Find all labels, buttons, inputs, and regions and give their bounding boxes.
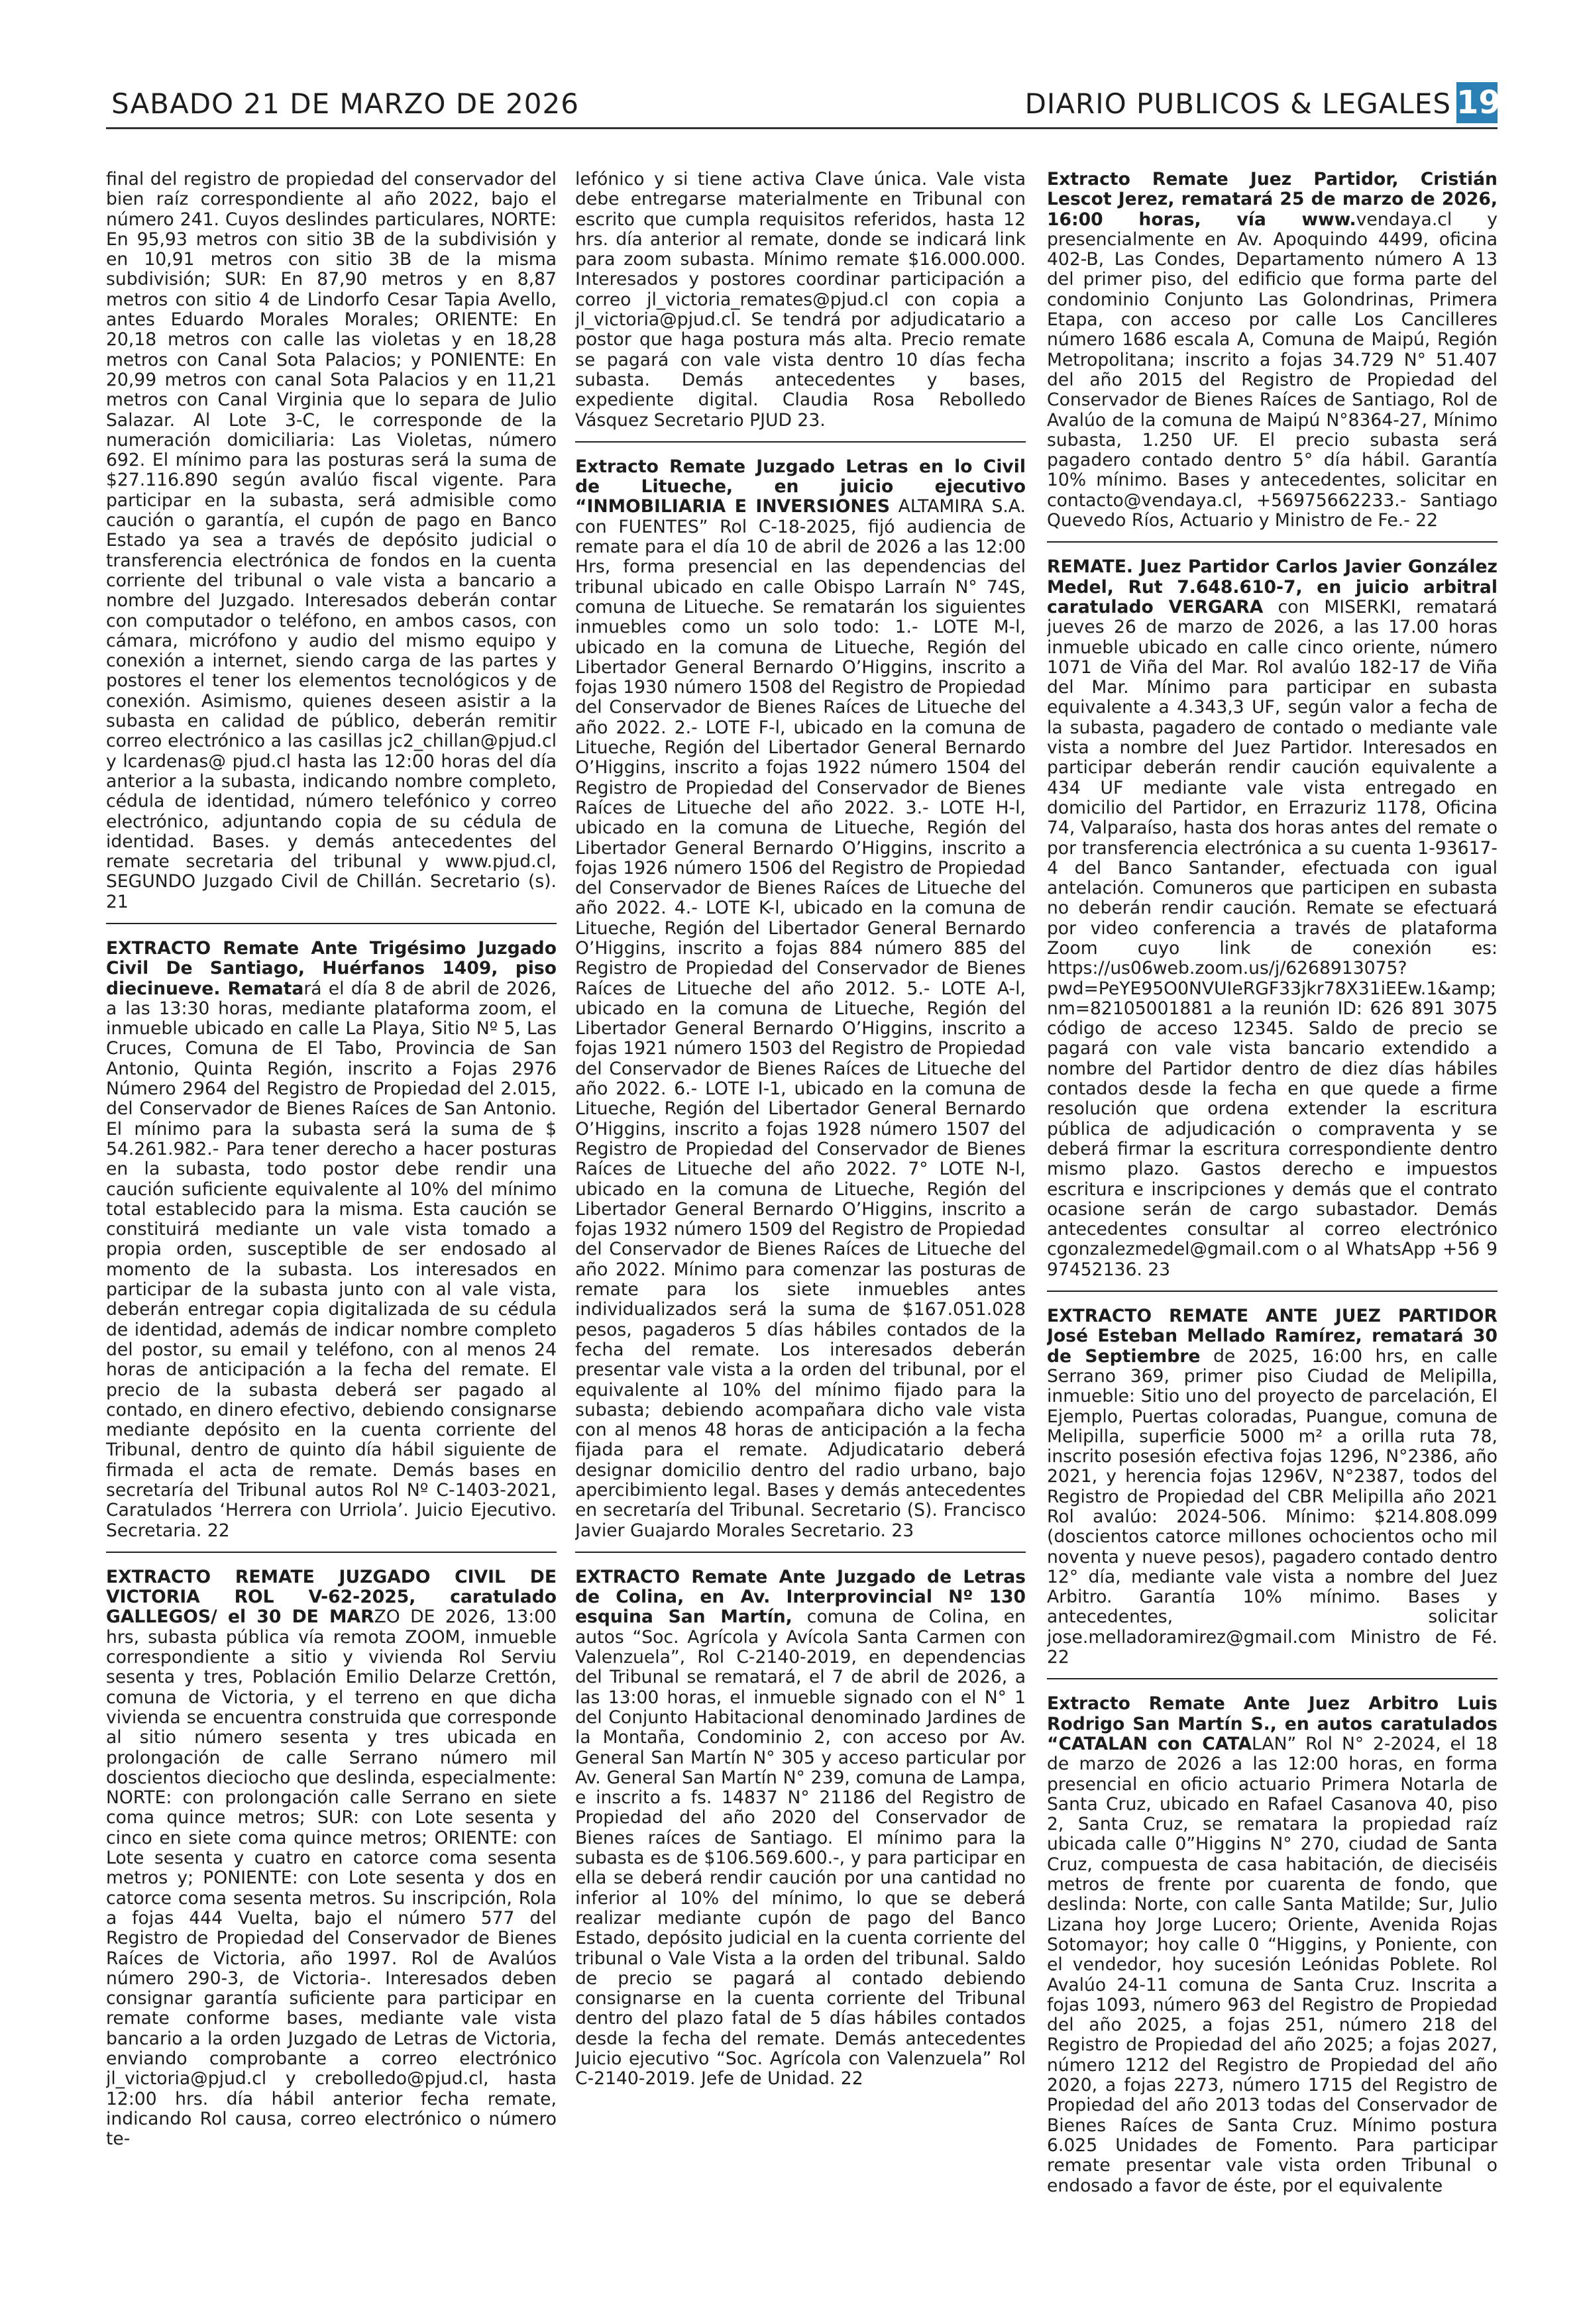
notice-body: lefónico y si tiene activa Clave única. Vale vista debe entregarse materialmente en Tribunal con escrito que cumpla requisitos referidos, hasta 12 hrs. día anterior al remate, donde se indicará link para zoom subasta. Mínimo remate $16.000.000. Interesados y postores coordinar participación a correo jl_victoria_remates@pjud.cl con copia a jl_victoria@pjud.cl. Se tendrá por adjudicatario a postor que haga postura más alta. Precio remate se pagará con vale vista dentro 10 días fecha subasta. Demás antecedentes y bases, expediente digital. Claudia Rosa Rebolledo Vásquez Secretario PJUD 23. — [575, 170, 1026, 431]
notice-title: EXTRACTO Remate Ante Juzgado de Letras de Colina, en Av. Interprovincial Nº 130 esquina San Martín, — [575, 1566, 1026, 1628]
notice-body: final del registro de propiedad del conservador del bien raíz correspondiente al año 2022, bajo el número 241. Cuyos deslindes particulares, NORTE: En 95,93 metros con sitio 3B de la subdivisión y en 10,91 metros con sitio 3B de la misma subdivisión; SUR: En 87,90 metros y en 8,87 metros con sitio 4 de Lindorfo Cesar Tapia Avello, antes Eduardo Morales Morales; ORIENTE: En 20,18 metros con calle las violetas y en 18,28 metros con Canal Sota Palacios; y PONIENTE: En 20,99 metros con canal Sota Palacios y en 11,21 metros con Canal Virginia que lo separa de Julio Salazar. Al Lote 3-C, le corresponde de la numeración domiciliaria: Las Violetas, número 692. El mínimo para las posturas será la suma de $27.116.890 según avalúo fiscal vigente. Para participar en la subasta, será admisible como caución o garantía, el cupón de pago en Banco Estado ya sea a través de depósito judicial o transferencia electrónica de fondos en la cuenta corriente del tribunal o vale vista a bancario a nombre del Juzgado. Interesados deberán contar con computador o teléfono, en ambos casos, con cámara, micrófono y audio del mismo equipo y conexión a internet, siendo carga de las partes y postores el tener los elementos tecnológicos y de conexión. Asimismo, quienes deseen asistir a la subasta en calidad de público, deberán remitir correo electrónico a las casillas jc2_chillan@pjud.cl y lcardenas@ pjud.cl hasta las 12:00 horas del día anterior a la subasta, indicando nombre completo, cédula de identidad, número telefónico y correo electrónico, adjuntando copia de su cédula de identidad. Bases. y demás antecedentes del remate secretaria del tribunal y www.pjud.cl, SEGUNDO Juzgado Civil de Chillán. Secretario (s). 21 — [106, 170, 557, 912]
notice-title: EXTRACTO REMATE JUZGADO CIVIL DE VICTORIA ROL V-62-2025, caratulado GALLEGOS/ el 30 DE MAR — [106, 1566, 557, 1628]
issue-date: SABADO 21 DE MARZO DE 2026 — [111, 87, 579, 120]
notice-body: LAN” Rol N° 2-2024, el 18 de marzo de 2026 a las 12:00 horas, en forma presencial en oficio actuario Primera Notarla de Santa Cruz, ubicado en Rafael Casanova 40, piso 2, Santa Cruz, se rematara la propiedad raíz ubicada calle 0”Higgins N° 270, ciudad de Santa Cruz, compuesta de casa habitación, de dieciséis metros de frente por cuarenta de fondo, que deslinda: Norte, con calle Santa Matilde; Sur, Julio Lizana hoy Jorge Lucero; Oriente, Avenida Rojas Sotomayor; hoy calle 0 “Higgins, y Poniente, con el vendedor, hoy sucesión Leónidas Poblete. Rol Avalúo 24-11 comuna de Santa Cruz. Inscrita a fojas 1093, número 963 del Registro de Propiedad del año 2025, a fojas 251, número 218 del Registro de Propiedad del año 2025; a fojas 2027, número 1212 del Registro de Propiedad del año 2020, a fojas 2273, número 1715 del Registro de Propiedad del año 2013 todas del Conservador de Bienes Raíces de Santa Cruz. Mínimo postura 6.025 Unidades de Fomento. Para participar remate presentar vale vista orden Tribunal o endosado a favor de éste, por el equivalente — [1047, 1733, 1498, 2196]
notice — [575, 1567, 1026, 2089]
notice-body: ZO DE 2026, 13:00 hrs, subasta pública vía remota ZOOM, inmueble correspondiente a sitio y vivienda Rol Serviu sesenta y tres, Población Emilio Delarze Crettón, comuna de Victoria, y el terreno en que dicha vivienda se encuentra construida que corresponde al sitio número sesenta y tres ubicada en prolongación de calle Serrano número mil doscientos dieciocho que deslinda, especialmente: NORTE: con prolongación calle Serrano en siete coma quince metros; SUR: con Lote sesenta y cinco en siete coma quince metros; ORIENTE: con Lote sesenta y cuatro en catorce coma sesenta metros y; PONIENTE: con Lote sesenta y dos en catorce coma sesenta metros. Su inscripción, Rola a fojas 444 Vuelta, bajo el número 577 del Registro de Propiedad del Conservador de Bienes Raíces de Victoria, año 1997. Rol de Avalúos número 290-3, de Victoria-. Interesados deben consignar garantía suficiente para participar en remate conforme bases, mediante vale vista bancario a la orden Juzgado de Letras de Victoria, enviando comprobante a correo electrónico jl_victoria@pjud.cl y crebolledo@pjud.cl, hasta 12:00 hrs. día hábil anterior fecha remate, indicando Rol causa, correo electrónico o número te- — [106, 1607, 557, 2150]
header-rule — [106, 127, 1498, 129]
notice-body: con MISERKI, rematará jueves 26 de marzo de 2026, a las 17.00 horas inmueble ubicado en calle cinco oriente, número 1071 de Viña del Mar. Rol avalúo 182-17 de Viña del Mar. Mínimo para participar en subasta equivalente a 4.343,3 UF, según valor a fecha de la subasta, pagadero de contado o mediante vale vista a nombre del Juez Partidor. Interesados en participar deberán rendir caución equivalente a 434 UF mediante vale vista entregado en domicilio del Partidor, en Errazuriz 1178, Oficina 74, Valparaíso, hasta dos horas antes del remate o por transferencia electrónica a su cuenta 1-93617-4 del Banco Santander, efectuada con igual antelación. Comuneros que participen en subasta no deberán rendir caución. Remate se efectuará por video conferencia a través de plataforma Zoom cuyo link de conexión es: https://us06web.zoom.us/j/6268913075?pwd=PeYE95O0NVUIeRGF33jkr78X31iEEw.1&amp;nm=82105001881 a la reunión ID: 626 891 3075 código de acceso 12345. Saldo de precio se pagará con vale vista bancario extendido a nombre del Partidor dentro de diez días hábiles contados desde la fecha en que quede a firme resolución que ordena extender la escritura pública de adjudicación o compraventa y se deberá firmar la escritura correspondiente dentro mismo plazo. Gastos derecho e impuestos escritura e inscripciones y demás que el contrato ocasione serán de cargo subastador. Demás antecedentes consultar al correo electrónico cgonzalezmedel@gmail.com o al WhatsApp +56 9 97452136. 23 — [1047, 596, 1498, 1280]
notice — [575, 457, 1026, 1541]
notice-body: comuna de Colina, en autos “Soc. Agrícola y Avícola Santa Carmen con Valenzuela”, Rol C-2140-2019, en dependencias del Tribunal se rematará, el 7 de abril de 2026, a las 13:00 horas, el inmueble signado con el N° 1 del Conjunto Habitacional denominado Jardines de la Montaña, Condominio 2, con acceso por Av. General San Martín N° 305 y acceso particular por Av. General San Martín N° 239, comuna de Lampa, e inscrito a fs. 14837 N° 21186 del Registro de Propiedad del año 2020 del Conservador de Bienes raíces de Santiago. El mínimo para la subasta es de $106.569.600.-, y para participar en ella se deberá rendir caución por una cantidad no inferior al 10% del mínimo, lo que se deberá realizar mediante cupón de pago del Banco Estado, depósito judicial en la cuenta corriente del tribunal o Vale Vista a la orden del tribunal. Saldo de precio se pagará al contado debiendo consignarse en la cuenta corriente del Tribunal dentro del plazo fatal de 5 días hábiles contados desde la fecha del remate. Demás antecedentes Juicio ejecutivo “Soc. Agrícola con Valenzuela” Rol C-2140-2019. Jefe de Unidad. 22 — [575, 1607, 1026, 2089]
notice-body: de 2025, 16:00 hrs, en calle Serrano 369, primer piso Ciudad de Melipilla, inmueble: Sitio uno del proyecto de parcelación, El Ejemplo, Puertas coloradas, Puangue, comuna de Melipilla, superficie 5000 m² a orilla ruta 78, inscrito posesión efectiva fojas 1296, N°2386, año 2021, y herencia fojas 1296V, N°2387, todos del Registro de Propiedad del CBR Melipilla año 2021 Rol avalúo: 2024-506. Mínimo: $214.808.099 (doscientos catorce millones ochocientos ocho mil noventa y nueve pesos), pagadero contado dentro 12° día, mediante vale vista a nombre del Juez Arbitro. Garantía 10% mínimo. Bases y antecedentes, solicitar jose.melladoramirez@gmail.com Ministro de Fé. 22 — [1047, 1346, 1498, 1668]
notice — [1047, 557, 1498, 1280]
notice-separator — [1047, 541, 1498, 543]
notice-separator — [106, 1552, 557, 1553]
notice-separator — [106, 923, 557, 924]
notice-title: Extracto Remate Juzgado Letras en lo Civil de Litueche, en juicio ejecutivo “INMOBILIARIA E INVERSIONES — [575, 456, 1026, 517]
notice-body: vendaya.cl y presencialmente en Av. Apoquindo 4499, oficina 402-B, Las Condes, Departamento número A 13 del primer piso, del edificio que forma parte del condominio Conjunto Las Golondrinas, Primera Etapa, con acceso por calle Los Cancilleres número 1686 escala A, Comuna de Maipú, Región Metropolitana; inscrito a fojas 34.729 N° 51.407 del año 2015 del Registro de Propiedad del Conservador de Bienes Raíces de Santiago, Rol de Avalúo de la comuna de Maipú N°8364-27, Mínimo subasta, 1.250 UF. El precio subasta será pagadero contado dentro 5° día hábil. Garantía 10% mínimo. Bases y antecedentes, solicitar en contacto@vendaya.cl, +56975662233.- Santiago Quevedo Ríos, Actuario y Ministro de Fe.- 22 — [1047, 209, 1498, 531]
notice-title: REMATE. Juez Partidor Carlos Javier González Medel, Rut 7.648.610-7, en juicio arbitral caratulado VERGARA — [1047, 556, 1498, 617]
notice — [106, 1567, 557, 2150]
notice-body: ALTAMIRA S.A. con FUENTES” Rol C-18-2025, fijó audiencia de remate para el día 10 de abril de 2026 a las 12:00 Hrs, forma presencial en las dependencias del tribunal ubicado en calle Obispo Larraín N° 74S, comuna de Litueche. Se rematarán los siguientes inmuebles como un solo todo: 1.- LOTE M-l, ubicado en la comuna de Litueche, Región del Libertador General Bernardo O’Higgins, inscrito a fojas 1930 número 1508 del Registro de Propiedad del Conservador de Bienes Raíces de Litueche del año 2022. 2.- LOTE F-l, ubicado en la comuna de Litueche, Región del Libertador General Bernardo O’Higgins, inscrito a fojas 1922 número 1504 del Registro de Propiedad del Conservador de Bienes Raíces de Litueche del año 2022. 3.- LOTE H-l, ubicado en la comuna de Litueche, Región del Libertador General Bernardo O’Higgins, inscrito a fojas 1926 número 1506 del Registro de Propiedad del Conservador de Bienes Raíces de Litueche del año 2022. 4.- LOTE K-l, ubicado en la comuna de Litueche, Región del Libertador General Bernardo O’Higgins, inscrito a fojas 884 número 885 del Registro de Propiedad del Conservador de Bienes Raíces de Litueche del año 2012. 5.- LOTE A-l, ubicado en la comuna de Litueche, Región del Libertador General Bernardo O’Higgins, inscrito a fojas 1921 número 1503 del Registro de Propiedad del Conservador de Bienes Raíces de Litueche del año 2022. 6.- LOTE I-1, ubicado en la comuna de Litueche, Región del Libertador General Bernardo O’Higgins, inscrito a fojas 1928 número 1507 del Registro de Propiedad del Conservador de Bienes Raíces de Litueche del año 2022. 7° LOTE N-l, ubicado en la comuna de Litueche, Región del Libertador General Bernardo O’Higgins, inscrito a fojas 1932 número 1509 del Registro de Propiedad del Conservador de Bienes Raíces de Litueche del año 2022. Mínimo para comenzar las posturas de remate para los siete inmuebles antes individualizados será la suma de $167.051.028 pesos, pagaderos 5 días hábiles contados de la fecha del remate. Los interesados deberán presentar vale vista a la orden del tribunal, por el equivalente al 10% del mínimo fijado para la subasta; debiendo acompañara dicho vale vista con al menos 48 horas de anticipación a la fecha fijada para el remate. Adjudicatario deberá designar domicilio dentro del radio urbano, bajo apercibimiento legal. Bases y demás antecedentes en secretaría del Tribunal. Secretario (S). Francisco Javier Guajardo Morales Secretario. 23 — [575, 496, 1026, 1541]
notice — [1047, 1306, 1498, 1667]
notice-title: EXTRACTO REMATE ANTE JUEZ PARTIDOR José Esteban Mellado Ramírez, rematará 30 de Septiembre — [1047, 1306, 1498, 1367]
notice-title: Extracto Remate Juez Partidor, Cristián Lescot Jerez, rematará 25 de marzo de 2026, 16:00 horas, vía www. — [1047, 170, 1498, 230]
notice-title: Extracto Remate Ante Juez Arbitro Luis Rodrigo San Martín S., en autos caratulados “CATALAN con CATA — [1047, 1693, 1498, 1754]
page-header — [106, 82, 1501, 127]
publication-name: DIARIO PUBLICOS & LEGALES — [1024, 87, 1451, 120]
column-3 — [1047, 170, 1498, 2283]
notice-title: EXTRACTO Remate Ante Trigésimo Juzgado Civil De Santiago, Huérfanos 1409, piso diecinueve. Remata — [106, 937, 557, 999]
notice — [575, 170, 1026, 431]
notice-body: rá el día 8 de abril de 2026, a las 13:30 horas, mediante plataforma zoom, el inmueble ubicado en calle La Playa, Sitio Nº 5, Las Cruces, Comuna de El Tabo, Provincia de San Antonio, Quinta Región, inscrito a Fojas 2976 Número 2964 del Registro de Propiedad del 2.015, del Conservador de Bienes Raíces de San Antonio. El mínimo para la subasta será la suma de $ 54.261.982.- Para tener derecho a hacer posturas en la subasta, todo postor debe rendir una caución suficiente equivalente al 10% del mínimo total establecido para la misma. Esta caución se constituirá mediante un vale vista tomado a propia orden, susceptible de ser endosado al momento de la subasta. Los interesados en participar de la subasta junto con al vale vista, deberán entregar copia digitalizada de su cédula de identidad, además de indicar nombre completo del postor, su email y teléfono, con al menos 24 horas de anticipación a la fecha del remate. El precio de la subasta deberá ser pagado al contado, en dinero efectivo, debiendo consignarse mediante depósito en la cuenta corriente del Tribunal, dentro de quinto día hábil siguiente de firmada el acta de remate. Demás bases en secretaría del Tribunal autos Rol Nº C-1403-2021, Caratulados ‘Herrera con Urriola’. Juicio Ejecutivo. Secretaria. 22 — [106, 978, 557, 1541]
column-1 — [106, 170, 557, 2283]
page-number-badge: 19 — [1456, 82, 1498, 123]
notice — [106, 939, 557, 1541]
notice-separator — [575, 441, 1026, 443]
column-2 — [575, 170, 1026, 2283]
notice — [106, 170, 557, 912]
notice — [1047, 170, 1498, 531]
notice-separator — [1047, 1291, 1498, 1292]
notice — [1047, 1694, 1498, 2195]
notice-separator — [575, 1552, 1026, 1553]
notice-separator — [1047, 1678, 1498, 1679]
